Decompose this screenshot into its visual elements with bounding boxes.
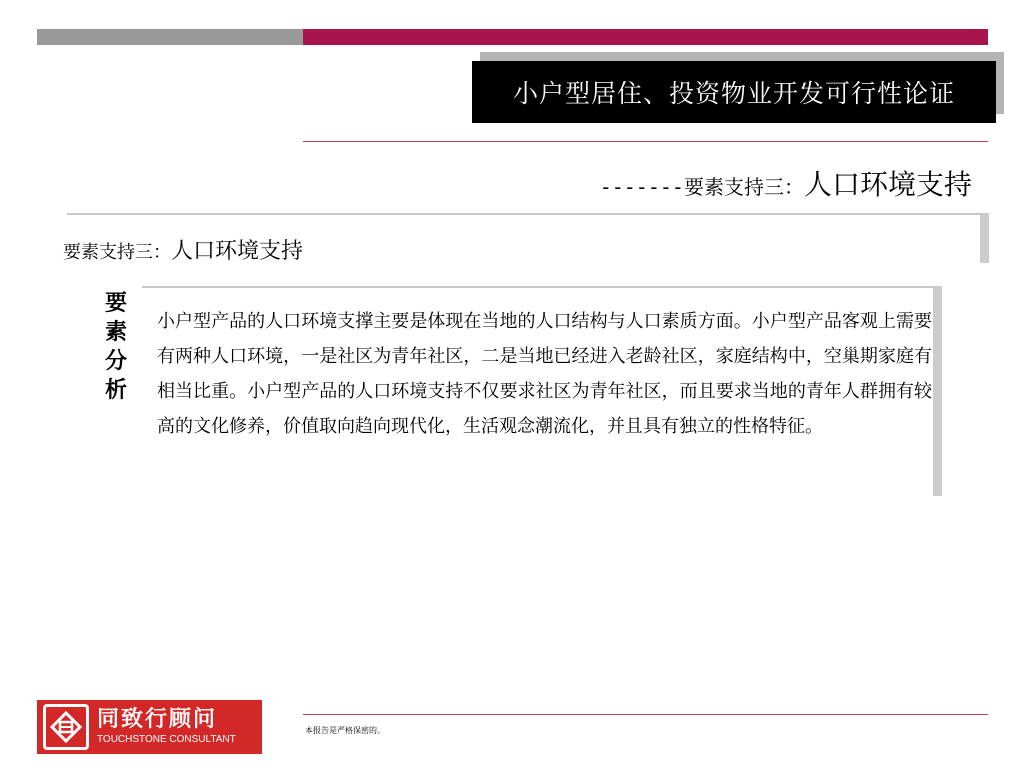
company-logo <box>37 700 262 754</box>
footer-divider <box>303 714 988 715</box>
section-heading-main: 人口环境支持 <box>171 239 304 264</box>
section-heading <box>63 234 303 265</box>
side-label <box>102 289 130 405</box>
side-label-char: 析 <box>104 378 127 403</box>
section-heading-prefix: 要素支持三： <box>63 242 171 263</box>
logo-name-cn: 同致行顾问 <box>97 707 218 732</box>
slide-title: 小户型居住、投资物业开发可行性论证 <box>472 61 996 123</box>
header-red-bar <box>303 29 988 45</box>
header-gray-bar <box>37 29 303 45</box>
subtitle-main: 人口环境支持 <box>803 168 972 201</box>
logo-name-en: TOUCHSTONE CONSULTANT <box>97 734 236 745</box>
logo-text <box>97 707 236 747</box>
subtitle-prefix: 要素支持三： <box>683 175 804 199</box>
body-text: 小户型产品的人口环境支撑主要是体现在当地的人口结构与人口素质方面。小户型产品客观上需要有两种人口环境，一是社区为青年社区，二是当地已经进入老龄社区，家庭结构中，空巢期家庭有相当比重。小户型产品的人口环境支持不仅要求社区为青年社区，而且要求当地的青年人群拥有较高的文化修养，价值取向趋向现代化，生活观念潮流化，并且具有独立的性格特征。 <box>157 311 932 437</box>
touchstone-logo-icon <box>43 704 89 750</box>
confidential-note: 本报告是严格保密的。 <box>305 726 385 735</box>
side-label-char: 分 <box>104 349 127 374</box>
slide-subtitle <box>600 163 972 203</box>
side-label-char: 素 <box>104 320 127 345</box>
subtitle-dashes: ------- <box>599 175 684 199</box>
title-divider <box>303 141 988 142</box>
side-label-char: 要 <box>104 291 127 316</box>
